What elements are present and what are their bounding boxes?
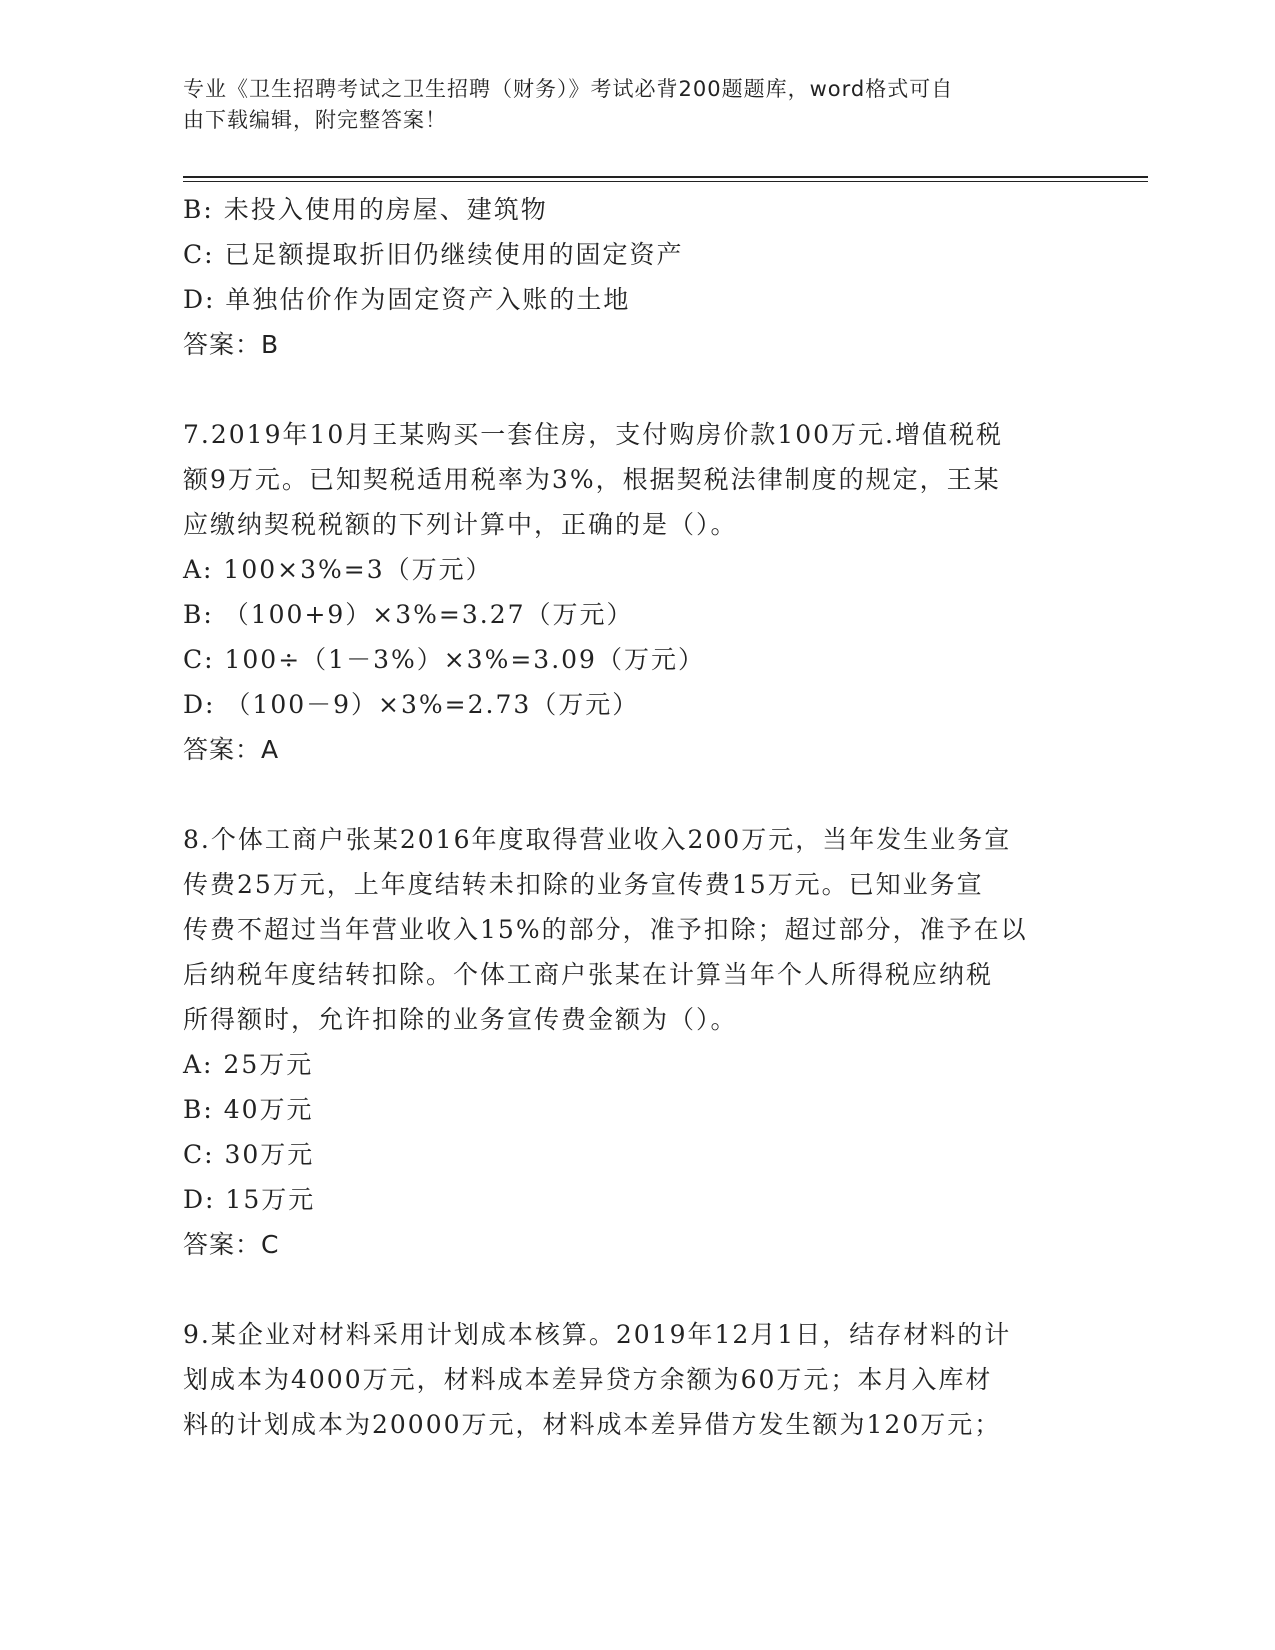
question-7 (183, 412, 1083, 772)
option-a: A: 25万元 (183, 1050, 314, 1079)
option-d: D: 15万元 (183, 1185, 316, 1214)
option-c: C: 30万元 (183, 1140, 315, 1169)
header-divider-thin (183, 181, 1148, 182)
question-stem-line: 后纳税年度结转扣除。个体工商户张某在计算当年个人所得税应纳税 (183, 960, 994, 989)
answer: 答案：C (183, 1230, 280, 1259)
question-stem-line: 传费25万元，上年度结转未扣除的业务宣传费15万元。已知业务宣 (183, 870, 984, 899)
option-c: C: 已足额提取折旧仍继续使用的固定资产 (183, 240, 684, 269)
option-c: C: 100÷（1－3%）×3%=3.09（万元） (183, 645, 705, 674)
answer: 答案：B (183, 330, 280, 359)
question-9 (183, 1312, 1083, 1447)
question-stem-line: 8.个体工商户张某2016年度取得营业收入200万元，当年发生业务宣 (183, 825, 1012, 854)
option-d: D: （100－9）×3%=2.73（万元） (183, 690, 640, 719)
option-a: A: 100×3%=3（万元） (183, 555, 493, 584)
option-b: B: 40万元 (183, 1095, 314, 1124)
answer: 答案：A (183, 735, 280, 764)
option-b: B: （100+9）×3%=3.27（万元） (183, 600, 634, 629)
question-6 (183, 187, 1083, 367)
question-stem-line: 应缴纳契税税额的下列计算中，正确的是（）。 (183, 510, 738, 539)
question-stem-line: 9.某企业对材料采用计划成本核算。2019年12月1日，结存材料的计 (183, 1320, 1012, 1349)
question-stem-line: 传费不超过当年营业收入15%的部分，准予扣除；超过部分，准予在以 (183, 915, 1028, 944)
question-stem-line: 额9万元。已知契税适用税率为3%，根据契税法律制度的规定，王某 (183, 465, 1001, 494)
option-b: B: 未投入使用的房屋、建筑物 (183, 195, 548, 224)
option-d: D: 单独估价作为固定资产入账的土地 (183, 285, 631, 314)
header-line: 由下载编辑，附完整答案！ (183, 108, 447, 132)
question-8 (183, 817, 1083, 1267)
question-stem-line: 划成本为4000万元，材料成本差异贷方余额为60万元；本月入库材 (183, 1365, 993, 1394)
question-stem-line: 料的计划成本为20000万元，材料成本差异借方发生额为120万元； (183, 1410, 1002, 1439)
question-stem-line: 7.2019年10月王某购买一套住房，支付购房价款100万元.增值税税 (183, 420, 1003, 449)
header-line: 专业《卫生招聘考试之卫生招聘（财务）》考试必背200题题库，word格式可自 (183, 77, 954, 101)
question-stem-line: 所得额时，允许扣除的业务宣传费金额为（）。 (183, 1005, 738, 1034)
header-divider (183, 176, 1148, 178)
document-body (183, 187, 1083, 1447)
document-header (183, 74, 1063, 136)
